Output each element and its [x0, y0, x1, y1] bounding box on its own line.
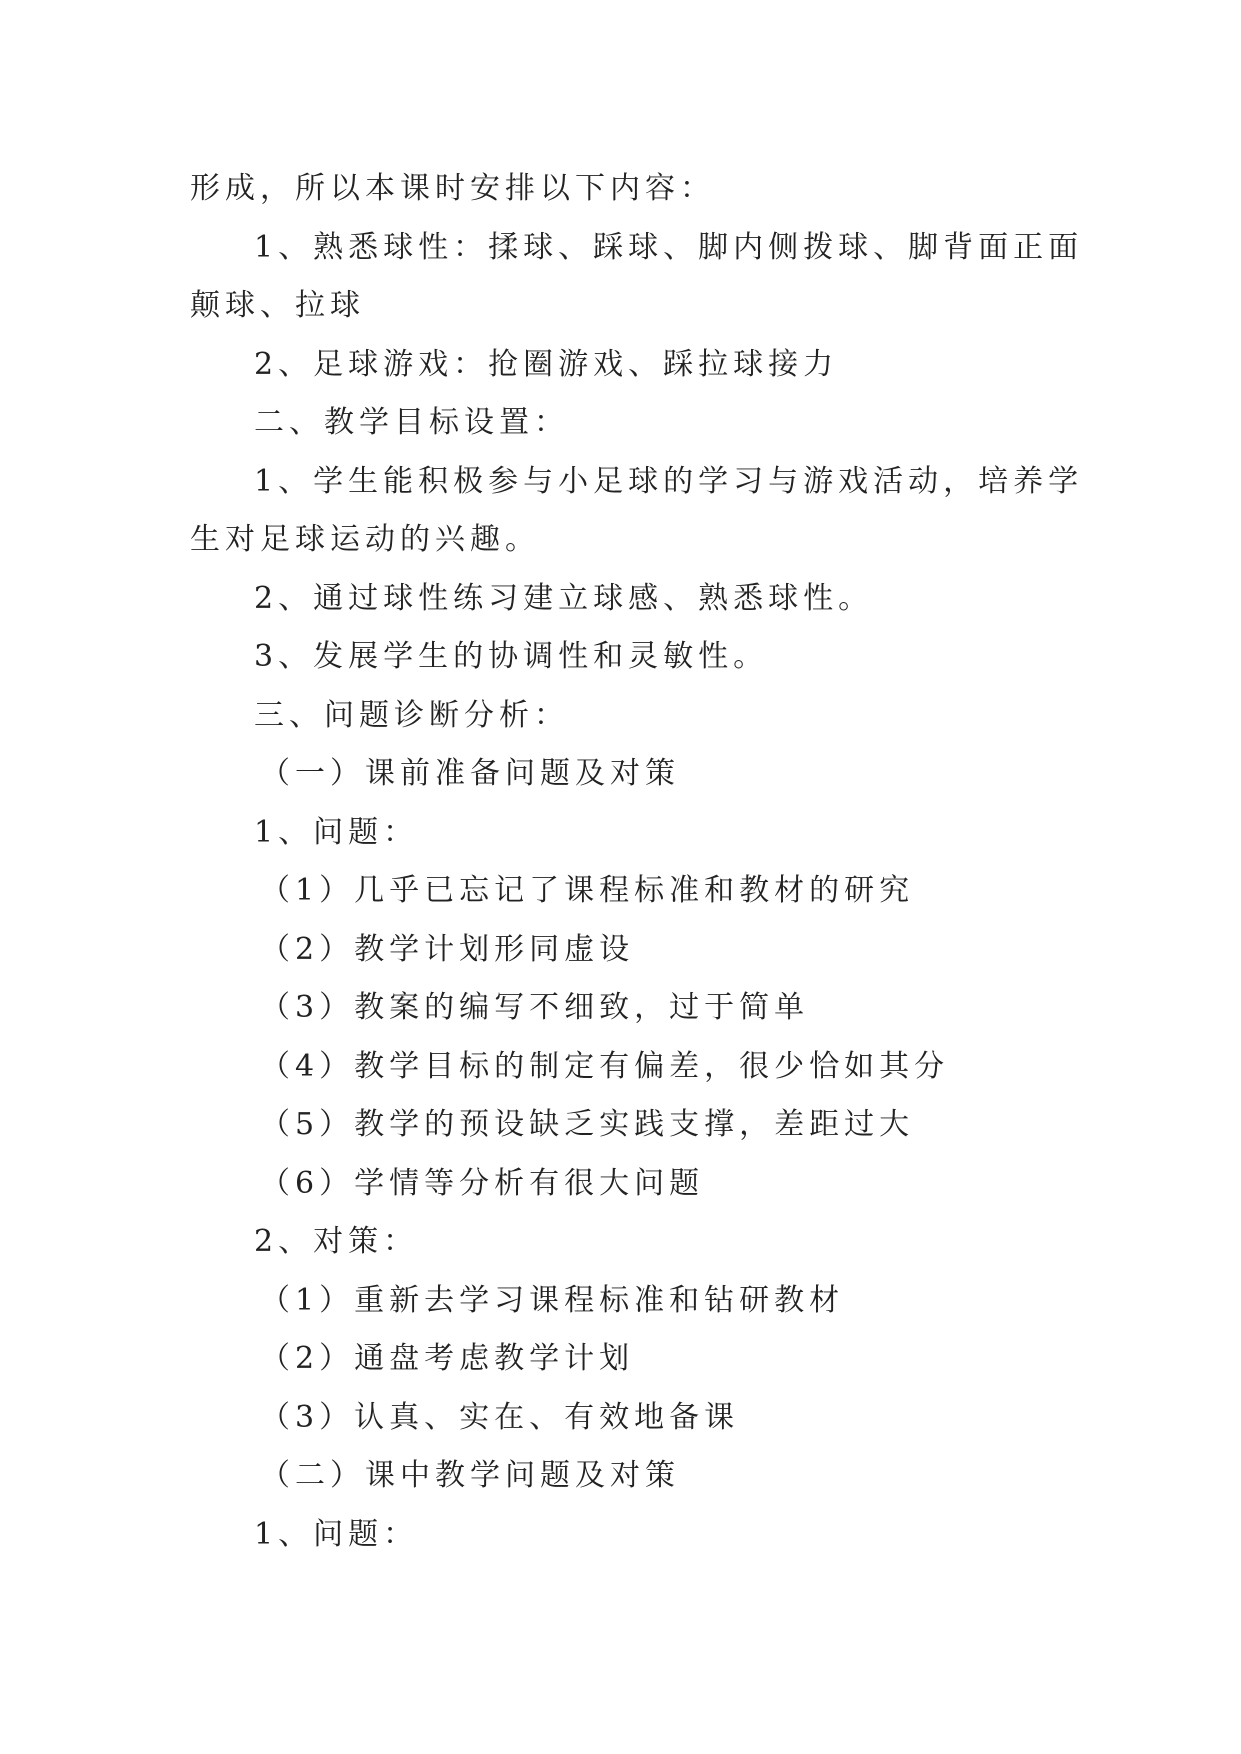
text-line: 1、问题：: [254, 1516, 419, 1552]
text-line: 2、对策：: [254, 1224, 419, 1259]
subsection-heading: （一）课前准备问题及对策: [260, 756, 680, 791]
text-line: 形成，所以本课时安排以下内容：: [190, 171, 715, 206]
text-line: 2、通过球性练习建立球感、熟悉球性。: [254, 580, 874, 616]
text-line: 颠球、拉球: [190, 288, 365, 323]
list-item: （1）几乎已忘记了课程标准和教材的研究: [260, 873, 915, 908]
list-item: （3）认真、实在、有效地备课: [260, 1399, 740, 1435]
body-text: [190, 160, 1084, 1564]
text-line: 2、足球游戏：抢圈游戏、踩拉球接力: [254, 346, 839, 382]
text-line: 1、学生能积极参与小足球的学习与游戏活动，培养学: [254, 463, 1084, 499]
section-heading: 三、问题诊断分析：: [254, 697, 569, 733]
section-heading: 二、教学目标设置：: [254, 405, 569, 440]
list-item: （2）通盘考虑教学计划: [260, 1341, 635, 1376]
list-item: （6）学情等分析有很大问题: [260, 1165, 705, 1201]
list-item: （1）重新去学习课程标准和钻研教材: [260, 1282, 845, 1318]
text-line: 1、熟悉球性：揉球、踩球、脚内侧拨球、脚背面正面: [254, 229, 1084, 265]
text-line: 3、发展学生的协调性和灵敏性。: [254, 639, 769, 674]
text-line: 生对足球运动的兴趣。: [190, 522, 540, 557]
subsection-heading: （二）课中教学问题及对策: [260, 1458, 680, 1493]
list-item: （4）教学目标的制定有偏差，很少恰如其分: [260, 1048, 950, 1084]
text-line: 1、问题：: [254, 814, 419, 850]
list-item: （3）教案的编写不细致，过于简单: [260, 990, 810, 1025]
list-item: （5）教学的预设缺乏实践支撑，差距过大: [260, 1107, 915, 1142]
list-item: （2）教学计划形同虚设: [260, 931, 635, 967]
